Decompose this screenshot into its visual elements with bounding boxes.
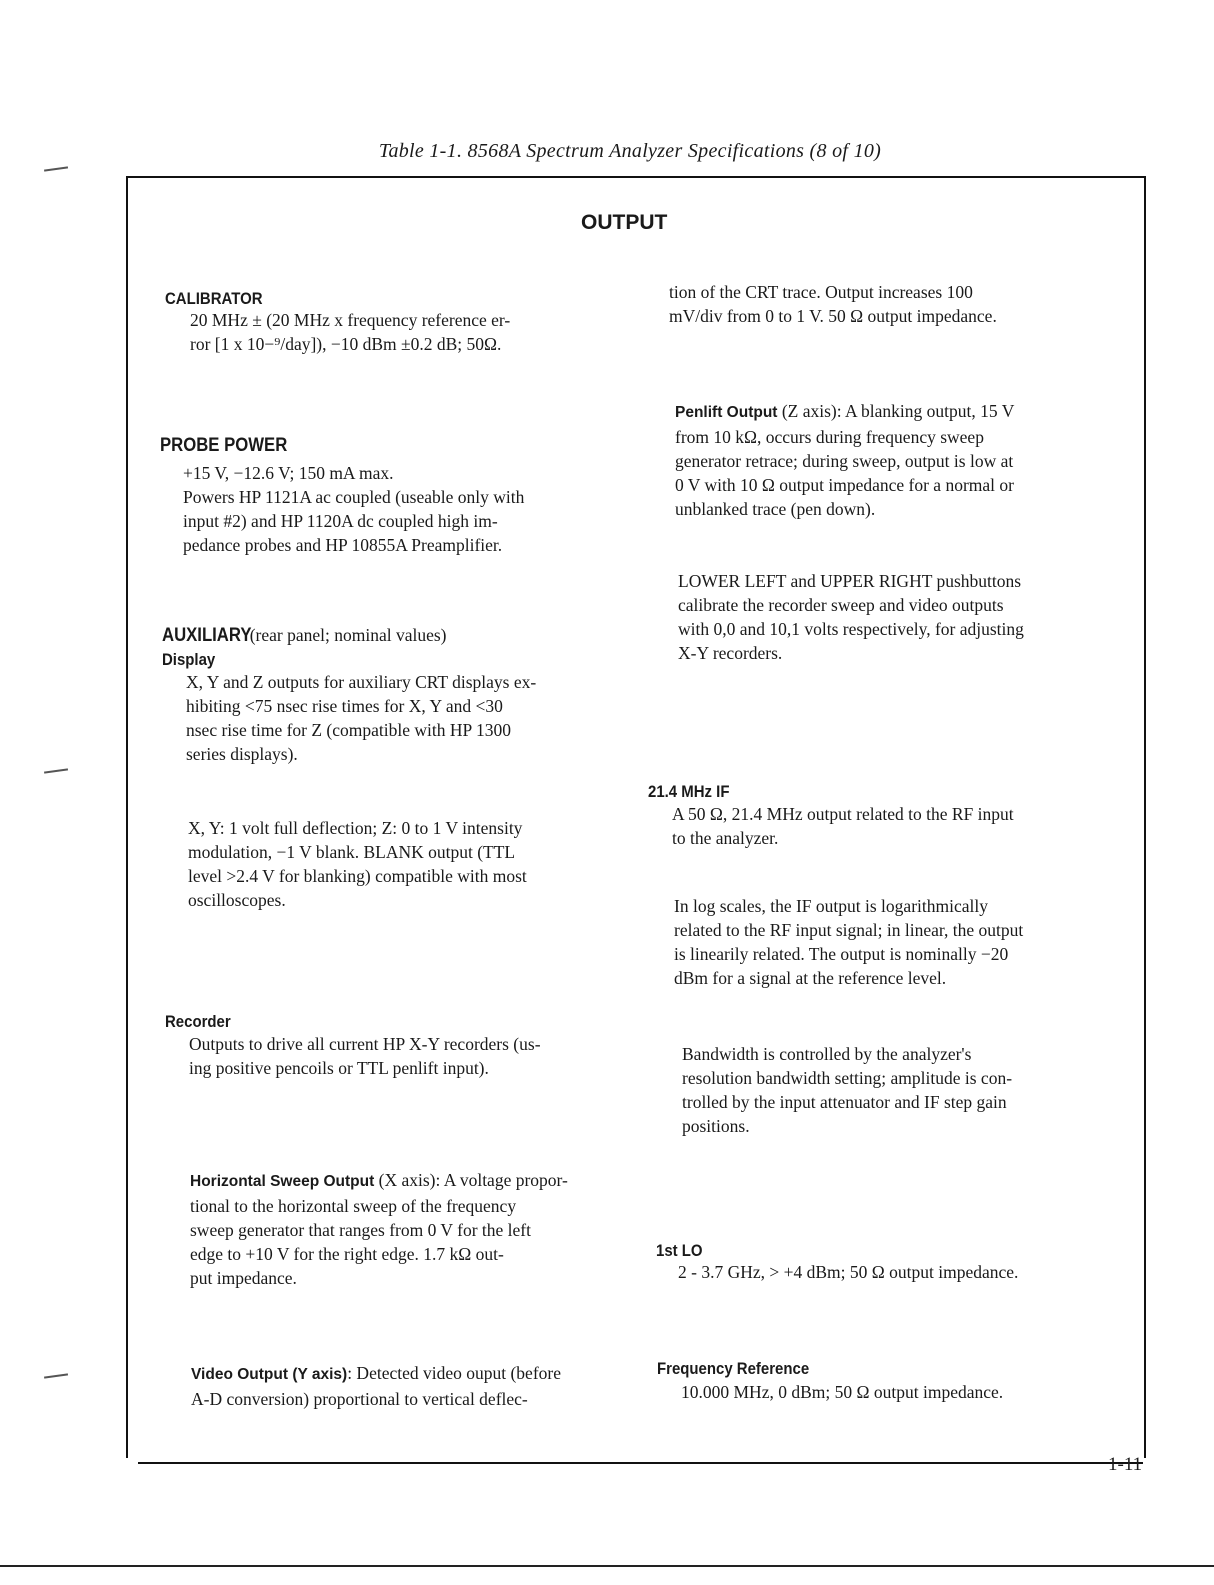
display-line: series displays). — [186, 744, 298, 764]
calibrator-line: ror [1 x 10−⁹/day]), −10 dBm ±0.2 dB; 50Ω. — [190, 334, 502, 354]
video-output-line: : Detected video ouput (before — [347, 1363, 561, 1383]
display-line: hibiting <75 nsec rise times for X, Y and <30 — [186, 696, 503, 716]
horizontal-sweep-line: put impedance. — [190, 1268, 297, 1288]
table-caption: Table 1-1. 8568A Spectrum Analyzer Specifications (8 of 10) — [378, 140, 882, 162]
if-line: positions. — [682, 1116, 750, 1136]
horizontal-sweep-line: edge to +10 V for the right edge. 1.7 kΩ out- — [190, 1244, 504, 1264]
horizontal-sweep-text — [190, 1168, 620, 1290]
video-output-line: mV/div from 0 to 1 V. 50 Ω output impedance. — [669, 306, 997, 326]
probe-power-line: Powers HP 1121A ac coupled (useable only with — [183, 487, 525, 507]
xy-deflection-text — [188, 816, 616, 912]
video-output-first-line — [191, 1361, 621, 1387]
probe-power-line: input #2) and HP 1120A dc coupled high im- — [183, 511, 498, 531]
if-line: Bandwidth is controlled by the analyzer's — [682, 1044, 972, 1064]
penlift-output-text — [675, 399, 1104, 521]
if-bandwidth-text — [682, 1042, 1088, 1138]
penlift-first-line — [675, 399, 1104, 425]
probe-power-label: PROBE POWER — [160, 435, 288, 456]
calibrator-line: 20 MHz ± (20 MHz x frequency reference er- — [190, 310, 511, 330]
calibrator-label: CALIBRATOR — [165, 289, 263, 308]
if-line: to the analyzer. — [672, 828, 779, 848]
penlift-output-label: Penlift Output — [675, 404, 778, 421]
margin-mark — [44, 1373, 68, 1378]
recorder-line: Outputs to drive all current HP X-Y recorders (us- — [189, 1034, 541, 1054]
horizontal-sweep-first-line — [190, 1168, 620, 1194]
if-line: is linearily related. The output is nominally −20 — [674, 944, 1009, 964]
frequency-reference-text: 10.000 MHz, 0 dBm; 50 Ω output impedance. — [681, 1382, 1004, 1402]
first-lo-label: 1st LO — [656, 1241, 703, 1260]
if-line: A 50 Ω, 21.4 MHz output related to the RF input — [672, 804, 1014, 824]
probe-power-text — [183, 461, 615, 557]
horizontal-sweep-line: tional to the horizontal sweep of the frequency — [190, 1196, 517, 1216]
xy-line: oscilloscopes. — [188, 890, 286, 910]
horizontal-sweep-label: Horizontal Sweep Output — [190, 1173, 375, 1190]
horizontal-sweep-line: sweep generator that ranges from 0 V for the left — [190, 1220, 531, 1240]
auxiliary-heading — [162, 623, 447, 647]
display-text — [186, 670, 616, 766]
recorder-label: Recorder — [165, 1012, 231, 1031]
auxiliary-label: AUXILIARY — [162, 625, 252, 646]
section-title: OUTPUT — [581, 211, 668, 234]
display-line: X, Y and Z outputs for auxiliary CRT displays ex- — [186, 672, 537, 692]
margin-mark — [44, 768, 68, 773]
if-line: trolled by the input attenuator and IF step gain — [682, 1092, 1007, 1112]
frequency-reference-label: Frequency Reference — [657, 1359, 810, 1378]
pushbuttons-text — [678, 569, 1107, 665]
xy-line: modulation, −1 V blank. BLANK output (TTL — [188, 842, 516, 862]
display-label: Display — [162, 650, 216, 669]
pushbuttons-line: LOWER LEFT and UPPER RIGHT pushbuttons — [678, 571, 1022, 591]
page-number: 1-11 — [1108, 1454, 1143, 1475]
pushbuttons-line: X-Y recorders. — [678, 643, 783, 663]
if-21-4-text — [672, 802, 1102, 850]
xy-line: X, Y: 1 volt full deflection; Z: 0 to 1 V intensity — [188, 818, 523, 838]
penlift-line: (Z axis): A blanking output, 15 V — [777, 401, 1015, 421]
if-line: related to the RF input signal; in linear, the output — [674, 920, 1024, 940]
video-output-line: tion of the CRT trace. Output increases 100 — [669, 282, 973, 302]
calibrator-text — [190, 308, 598, 356]
penlift-line: from 10 kΩ, occurs during frequency sweep — [675, 427, 984, 447]
pushbuttons-line: calibrate the recorder sweep and video outputs — [678, 595, 1004, 615]
video-output-text — [191, 1361, 621, 1411]
pushbuttons-line: with 0,0 and 10,1 volts respectively, for adjusting — [678, 619, 1024, 639]
display-line: nsec rise time for Z (compatible with HP 1300 — [186, 720, 511, 740]
if-line: resolution bandwidth setting; amplitude is con- — [682, 1068, 1013, 1088]
probe-power-line: pedance probes and HP 10855A Preamplifier. — [183, 535, 503, 555]
recorder-line: ing positive pencoils or TTL penlift input). — [189, 1058, 489, 1078]
auxiliary-note: (rear panel; nominal values) — [249, 625, 447, 645]
if-21-4-label: 21.4 MHz IF — [648, 782, 730, 801]
penlift-line: 0 V with 10 Ω output impedance for a normal or — [675, 475, 1014, 495]
video-output-label: Video Output (Y axis) — [191, 1366, 348, 1383]
horizontal-sweep-line: (X axis): A voltage propor- — [374, 1170, 568, 1190]
table-bottom-rule — [138, 1462, 1143, 1464]
xy-line: level >2.4 V for blanking) compatible with most — [188, 866, 527, 886]
if-log-scale-text — [674, 894, 1104, 990]
recorder-text — [189, 1032, 617, 1080]
probe-power-spec: +15 V, −12.6 V; 150 mA max. — [183, 463, 394, 483]
penlift-line: unblanked trace (pen down). — [675, 499, 876, 519]
if-line: dBm for a signal at the reference level. — [674, 968, 947, 988]
first-lo-text: 2 - 3.7 GHz, > +4 dBm; 50 Ω output impedance. — [678, 1262, 1019, 1282]
video-output-continued — [669, 280, 1101, 328]
if-line: In log scales, the IF output is logarithmically — [674, 896, 988, 916]
scan-bottom-edge — [0, 1565, 1214, 1567]
video-output-line: A-D conversion) proportional to vertical deflec- — [191, 1389, 528, 1409]
penlift-line: generator retrace; during sweep, output is low at — [675, 451, 1014, 471]
margin-mark — [44, 166, 68, 171]
